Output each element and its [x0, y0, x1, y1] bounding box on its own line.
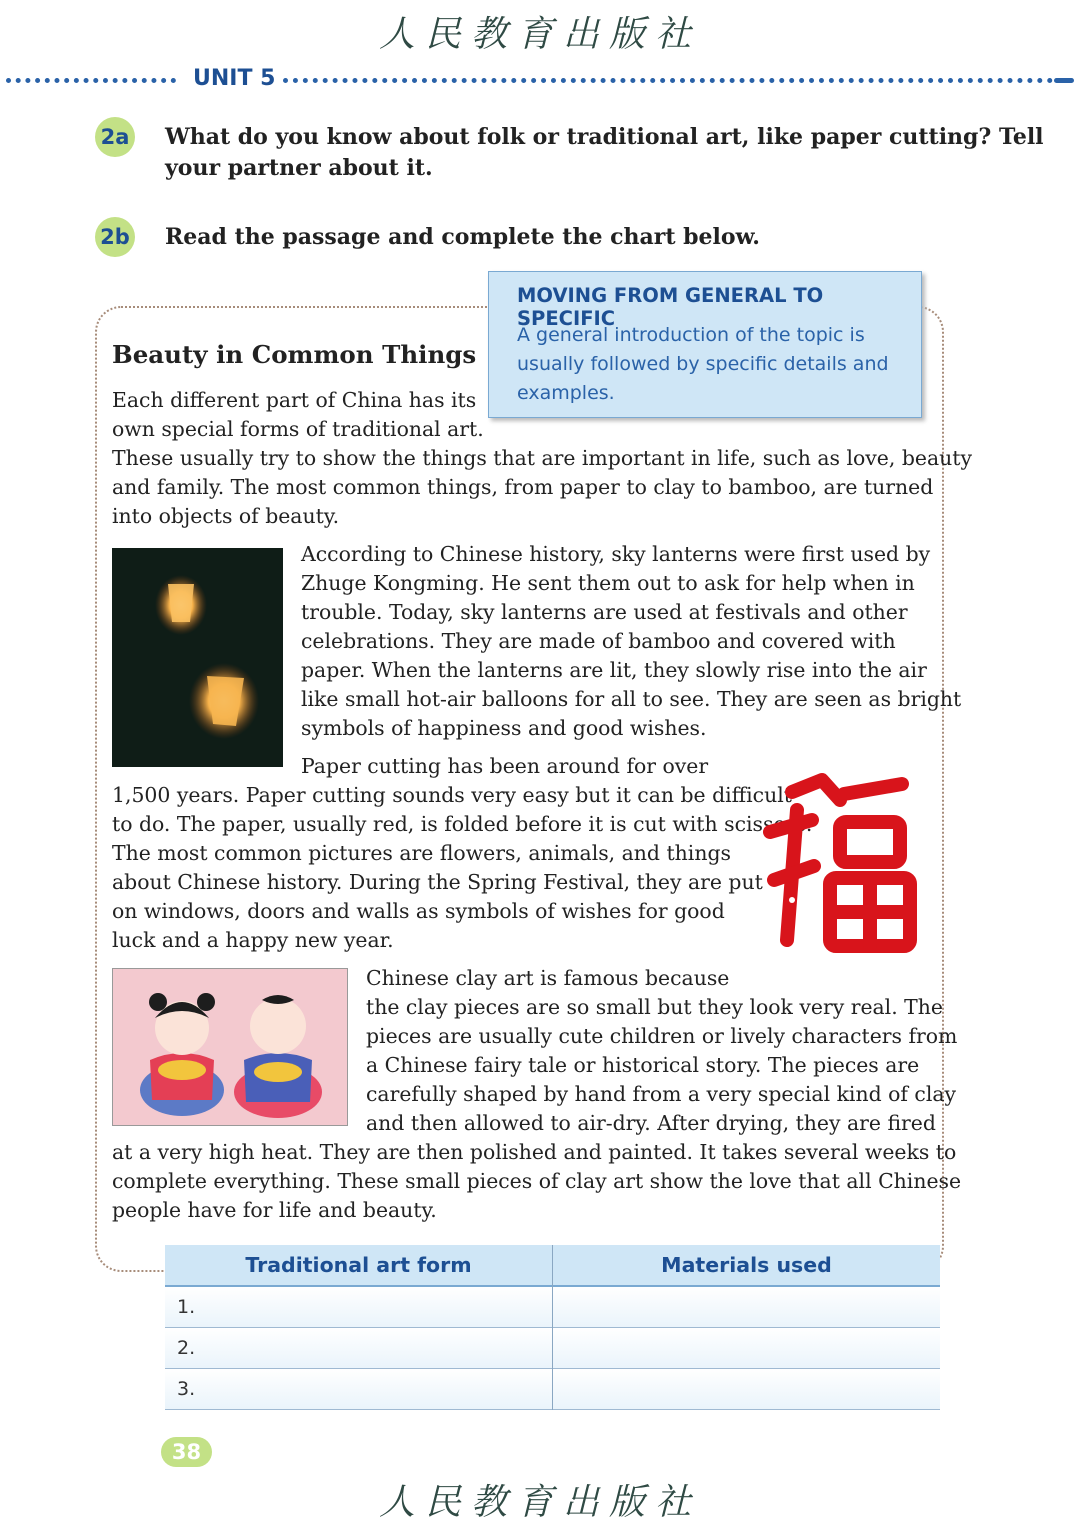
text-line: on windows, doors and walls as symbols of wishes for good	[112, 899, 725, 923]
text-line: According to Chinese history, sky lanterns were first used by	[301, 542, 931, 566]
task-2b-prompt: Read the passage and complete the chart below.	[165, 224, 760, 250]
text-line: to do. The paper, usually red, is folded before it is cut with scissors.	[112, 812, 813, 836]
header-art-form: Traditional art form	[245, 1253, 472, 1277]
paper-cutting-fu-image	[752, 770, 922, 962]
text-line: a Chinese fairy tale or historical story. The pieces are	[366, 1053, 920, 1077]
text-line: like small hot-air balloons for all to see. They are seen as bright	[301, 687, 962, 711]
publisher-watermark-top: 人民教育出版社	[378, 14, 701, 55]
text-line: 1,500 years. Paper cutting sounds very easy but it can be difficult	[112, 783, 792, 807]
text-line: trouble. Today, sky lanterns are used at festivals and other	[301, 600, 908, 624]
text-line: paper. When the lanterns are lit, they slowly rise into the air	[301, 658, 927, 682]
text-line: and then allowed to air-dry. After drying, they are fired	[366, 1111, 936, 1135]
text-line: complete everything. These small pieces of clay art show the love that all Chinese	[112, 1169, 962, 1193]
task-2a-prompt	[165, 122, 1044, 184]
strategy-line: A general introduction of the topic is	[517, 324, 865, 346]
text-line: at a very high heat. They are then polished and painted. It takes several weeks to	[112, 1140, 957, 1164]
text-line: Each different part of China has its	[112, 388, 477, 412]
dotted-rule-left	[6, 78, 176, 83]
task-badge-2a: 2a	[95, 117, 135, 157]
paragraph-3-first-line: Paper cutting has been around for over	[301, 754, 709, 778]
row-number: 1.	[177, 1296, 196, 1318]
sky-lanterns-photo	[112, 548, 283, 767]
text-line: luck and a happy new year.	[112, 928, 394, 952]
text-line: symbols of happiness and good wishes.	[301, 716, 707, 740]
task-badge-2b: 2b	[95, 217, 135, 257]
text-line: own special forms of traditional art.	[112, 417, 484, 441]
text-line: Zhuge Kongming. He sent them out to ask for help when in	[301, 571, 915, 595]
paragraph-3	[112, 781, 812, 955]
column-divider	[552, 1245, 553, 1410]
text-line: celebrations. They are made of bamboo and covered with	[301, 629, 896, 653]
text-line: pieces are usually cute children or lively characters from	[366, 1024, 958, 1048]
text-line: into objects of beauty.	[112, 504, 340, 528]
unit-header-bar	[0, 66, 1080, 96]
text-line: people have for life and beauty.	[112, 1198, 437, 1222]
text-line: carefully shaped by hand from a very special kind of clay	[366, 1082, 957, 1106]
text-line: Chinese clay art is famous because	[366, 966, 730, 990]
strategy-line: usually followed by specific details and	[517, 353, 889, 375]
answer-chart	[165, 1245, 940, 1410]
text-line: about Chinese history. During the Spring Festival, they are put	[112, 870, 763, 894]
task-2a-line-1: What do you know about folk or traditional art, like paper cutting? Tell	[165, 124, 1044, 150]
strategy-line: examples.	[517, 382, 615, 404]
clay-figures-photo	[112, 968, 348, 1126]
paragraph-1	[112, 386, 972, 531]
publisher-watermark-bottom: 人民教育出版社	[378, 1482, 701, 1523]
paragraph-4-continued	[112, 1138, 961, 1225]
task-2a-line-2: your partner about it.	[165, 155, 433, 181]
rule-end-cap	[1054, 78, 1074, 83]
paragraph-2	[301, 540, 961, 743]
row-number: 2.	[177, 1337, 196, 1359]
text-line: These usually try to show the things that are important in life, such as love, beauty	[112, 446, 972, 470]
text-line: and family. The most common things, from paper to clay to bamboo, are turned	[112, 475, 934, 499]
text-line: the clay pieces are so small but they look very real. The	[366, 995, 943, 1019]
paragraph-4	[366, 964, 957, 1138]
passage-title: Beauty in Common Things	[112, 340, 477, 369]
row-number: 3.	[177, 1378, 196, 1400]
text-line: The most common pictures are flowers, animals, and things	[112, 841, 731, 865]
unit-label: UNIT 5	[193, 66, 276, 91]
page-number: 38	[161, 1437, 212, 1467]
dotted-rule-right	[283, 78, 1053, 83]
header-materials: Materials used	[661, 1253, 832, 1277]
strategy-title: MOVING FROM GENERAL TO SPECIFIC	[517, 284, 824, 330]
